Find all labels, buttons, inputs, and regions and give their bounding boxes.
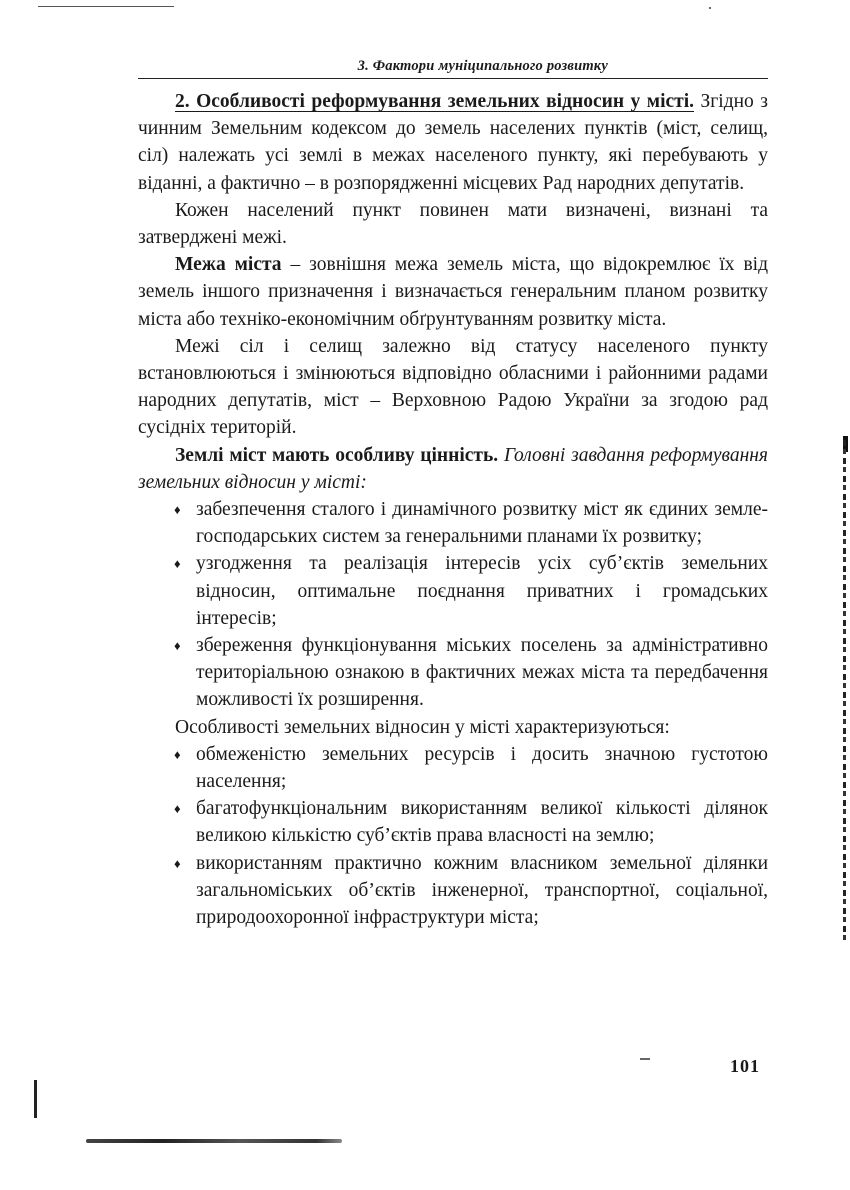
list-item-text: багатофункціональним використанням великої кількості ділянок великою кількістю суб’єктів права власності на землю;	[196, 798, 768, 847]
running-header-title: 3. Фактори муніципального розвитку	[357, 58, 608, 74]
scan-artifact-top-line	[38, 6, 174, 7]
paragraph-reform-tasks-intro	[138, 442, 768, 496]
section-intro: Згідно з чинним Земельним кодексом до земель населених пунктів (міст, селищ, сіл) належать усі землі в межах населеного пункту, які перебувають у віданні, а фактично – в розпорядженні місцевих Рад народних депутатів.	[138, 91, 768, 194]
diamond-bullet-icon: ♦	[174, 801, 181, 817]
definition-city-boundary: – зовнішня межа земель міста, що відокремлює їх від земель іншого призначення і визначається генеральним планом розвитку міста або техніко-економічним обґрунтуванням розвитку міста.	[138, 254, 768, 330]
list-item-text: забезпечення сталого і динамічного розвитку міст як єдиних земле-господарських систем за генеральними планами їх розвитку;	[196, 499, 768, 548]
list-item-text: узгодження та реалізація інтересів усіх суб’єктів земельних відносин, оптимальне поєднання приватних і громадських інтересів;	[196, 553, 768, 629]
section-paragraph	[138, 88, 768, 197]
list-item	[138, 795, 768, 849]
paragraph-features-intro: Особливості земельних відносин у місті характеризуються:	[175, 716, 670, 738]
section-title: 2. Особливості реформування земельних відносин у місті.	[175, 91, 695, 112]
page-body	[138, 88, 768, 931]
scan-artifact-dot	[709, 7, 711, 9]
page-number: 101	[730, 1056, 760, 1076]
list-item	[138, 850, 768, 932]
bold-statement: Землі міст мають особливу цінність.	[175, 444, 499, 466]
reform-tasks-list	[138, 496, 768, 714]
list-item-text: використанням практично кожним власником земельної ділянки загальноміських об’єктів інженерної, транспортної, соціальної, природоохоронної інфраструктури міста;	[196, 852, 768, 929]
list-item	[138, 550, 768, 632]
scan-artifact-right-edge	[843, 440, 846, 940]
paragraph-city-boundary	[138, 251, 768, 333]
running-header	[138, 58, 768, 79]
italic-tasks-heading: Головні завдання реформування земельних відносин у місті:	[138, 444, 768, 493]
list-item	[138, 632, 768, 714]
paragraph-village-boundaries: Межі сіл і селищ залежно від статусу населеного пункту встановлюються і змінюються відповідно обласними і районними радами народних депутатів, міст – Верховною Радою України за згодою рад сусідніх територій.	[138, 335, 768, 439]
paragraph-boundaries: Кожен населений пункт повинен мати визначені, визнані та затверджені межі.	[138, 199, 768, 249]
list-item-text: збереження функціонування міських поселень за адміністративно територіальною ознакою в фактичних межах міста та передбачення можливості їх розширення.	[196, 635, 768, 711]
scan-artifact-dash	[640, 1058, 650, 1060]
diamond-bullet-icon: ♦	[174, 556, 181, 572]
features-list	[138, 741, 768, 931]
scan-artifact-left-mark	[34, 1080, 37, 1118]
list-item	[138, 741, 768, 795]
diamond-bullet-icon: ♦	[174, 855, 181, 871]
list-item	[138, 496, 768, 550]
diamond-bullet-icon: ♦	[174, 746, 181, 762]
scan-artifact-bottom-smudge	[86, 1139, 342, 1143]
diamond-bullet-icon: ♦	[174, 638, 181, 654]
list-item-text: обмеженістю земельних ресурсів і досить значною густотою населення;	[196, 743, 768, 793]
term-city-boundary: Межа міста	[175, 254, 282, 276]
diamond-bullet-icon: ♦	[174, 502, 181, 518]
